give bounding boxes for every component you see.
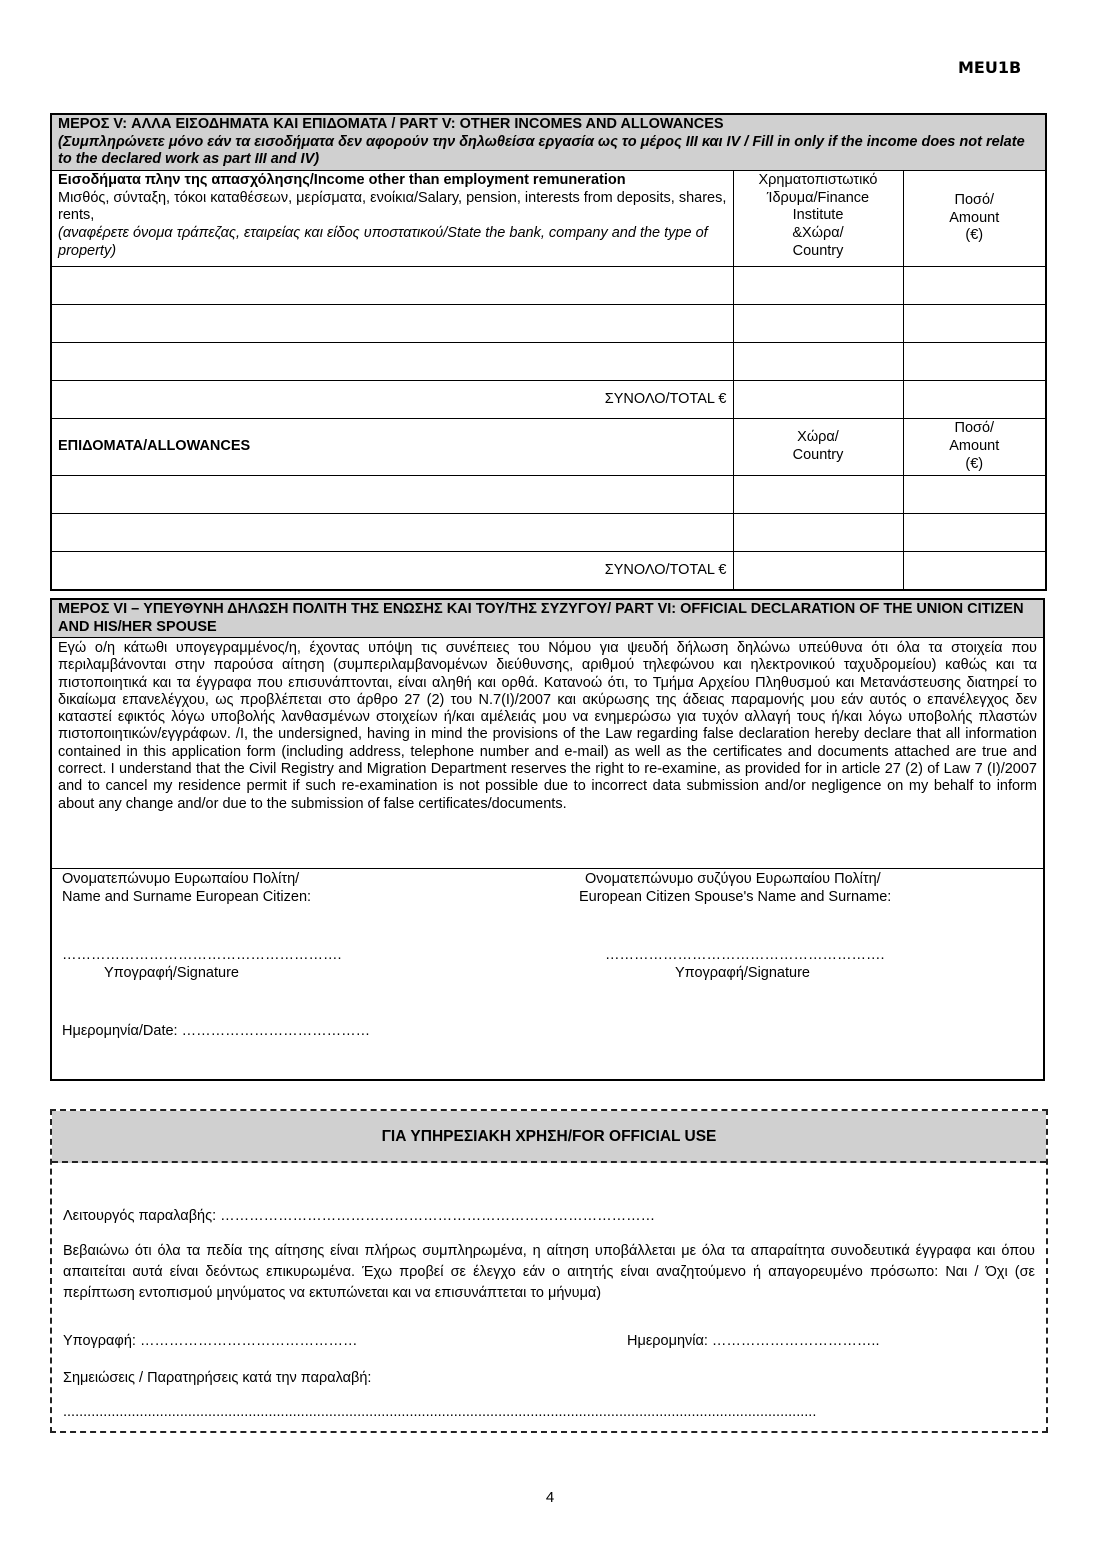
income-row [51, 343, 1046, 381]
official-signature-field[interactable]: Υπογραφή: ……………………………………… [63, 1333, 358, 1349]
official-use-box [50, 1109, 1048, 1433]
income-total-label: ΣΥΝΟΛΟ/TOTAL € [51, 381, 733, 419]
income-institute-field[interactable] [733, 343, 903, 381]
official-date-field[interactable]: Ημερομηνία: …………………………….. [627, 1333, 880, 1349]
spouse-signature-line[interactable]: …………………………………………………. [605, 947, 885, 963]
income-note: (αναφέρετε όνομα τράπεζας, εταιρείας και είδος υποστατικού/State the bank, company and the type of property) [58, 225, 708, 259]
official-statement: Βεβαιώνω ότι όλα τα πεδία της αίτησης είναι πλήρως συμπληρωμένα, η αίτηση υποβάλλεται με όλα τα απαραίτητα συνοδευτικά έγγραφα και όπου απαιτείται αυτά είναι δεόντως επικυρωμένα. Έχω προβεί σε έλεγχο εάν ο αιτητής είναι αναζητούμενο ή απαγορευμένο πρόσωπο: Ναι / Όχι (σε περίπτωση εντοπισμού μηνύματος να εκτυπώνεται και να επισυνάπτεται το μήνυμα) [63, 1243, 1035, 1301]
date-field[interactable]: Ημερομηνία/Date: ………………………………… [62, 1023, 371, 1039]
amount-column-header [903, 171, 1046, 267]
allowance-amount-column-header [903, 419, 1046, 476]
country-header-line: Χώρα/ [797, 429, 839, 446]
official-use-title: ΓΙΑ ΥΠΗΡΕΣΙΑΚΗ ΧΡΗΣΗ/FOR OFFICIAL USE [52, 1111, 1046, 1163]
allowance-amount-field[interactable] [903, 514, 1046, 552]
part5-title: ΜΕΡΟΣ V: ΑΛΛΑ ΕΙΣΟΔΗΜΑΤΑ ΚΑΙ ΕΠΙΔΟΜΑΤΑ / PART V: OTHER INCOMES AND ALLOWANCES [58, 116, 724, 132]
allowance-row [51, 514, 1046, 552]
allowance-source-field[interactable] [51, 476, 733, 514]
amount-header-line: (€) [965, 455, 984, 472]
country-header-line: Country [792, 447, 844, 463]
receiving-officer-field[interactable]: Λειτουργός παραλαβής: ……………………………………………………………………………… [63, 1208, 656, 1224]
part6-table [50, 598, 1045, 1081]
allowance-country-field[interactable] [733, 514, 903, 552]
institute-header-line: Institute [792, 207, 844, 224]
allowance-total-amount-field[interactable] [903, 552, 1046, 591]
income-amount-field[interactable] [903, 267, 1046, 305]
allowance-source-field[interactable] [51, 514, 733, 552]
citizen-signature-label: Υπογραφή/Signature [104, 965, 239, 981]
income-source-field[interactable] [51, 343, 733, 381]
income-heading: Εισοδήματα πλην της απασχόλησης/Income other than employment remuneration [58, 172, 626, 188]
income-amount-field[interactable] [903, 305, 1046, 343]
income-amount-field[interactable] [903, 343, 1046, 381]
allowance-amount-field[interactable] [903, 476, 1046, 514]
allowance-total-label: ΣΥΝΟΛΟ/TOTAL € [51, 552, 733, 591]
notes-label: Σημειώσεις / Παρατηρήσεις κατά την παραλαβή: [63, 1370, 372, 1386]
allowances-header-row [51, 419, 1046, 476]
page-number: 4 [545, 1489, 555, 1506]
institute-column-header [733, 171, 903, 267]
citizen-name-label-gr: Ονοματεπώνυμο Ευρωπαίου Πολίτη/ [62, 871, 300, 887]
amount-header-line: Amount [949, 209, 1000, 226]
income-row [51, 305, 1046, 343]
amount-header-line: Ποσό/ [954, 420, 995, 437]
institute-header-line: &Χώρα/ [792, 225, 844, 242]
allowance-total-country-field[interactable] [733, 552, 903, 591]
institute-header-line: Χρηματοπιστωτικό [758, 172, 878, 188]
part5-table [50, 113, 1047, 591]
income-total-amount-field[interactable] [903, 381, 1046, 419]
income-source-field[interactable] [51, 305, 733, 343]
part5-subtitle: (Συμπληρώνετε μόνο εάν τα εισοδήματα δεν αφορούν την δηλωθείσα εργασία ως το μέρος III και IV / Fill in only if the income does not relate to the declared work as part III and IV) [58, 133, 1025, 168]
allowance-total-row [51, 552, 1046, 591]
income-institute-field[interactable] [733, 305, 903, 343]
amount-header-line: (€) [965, 227, 984, 244]
income-heading-cell [51, 171, 733, 267]
form-code: MEU1B [958, 58, 1022, 77]
spouse-name-label-en: European Citizen Spouse's Name and Surname: [579, 889, 892, 905]
income-total-institute-field[interactable] [733, 381, 903, 419]
institute-header-line: Ίδρυμα/Finance [766, 189, 870, 206]
spouse-name-label-gr: Ονοματεπώνυμο συζύγου Ευρωπαίου Πολίτη/ [585, 871, 881, 887]
spouse-signature-label: Υπογραφή/Signature [675, 965, 810, 981]
notes-field[interactable]: ........................................................................................................................................................................................... [63, 1404, 817, 1420]
income-total-row [51, 381, 1046, 419]
allowances-heading: ΕΠΙΔΟΜΑΤΑ/ALLOWANCES [51, 419, 733, 476]
country-column-header [733, 419, 903, 476]
citizen-signature-line[interactable]: …………………………………………………. [62, 947, 342, 963]
institute-header-line: Country [792, 242, 844, 259]
amount-header-line: Amount [949, 438, 1000, 455]
part6-title: ΜΕΡΟΣ VI – ΥΠΕΥΘΥΝΗ ΔΗΛΩΣΗ ΠΟΛΙΤΗ ΤΗΣ ΕΝΩΣΗΣ ΚΑΙ ΤΟΥ/ΤΗΣ ΣΥΖΥΓΟΥ/ PART VI: OFFICIAL DECLARATION OF THE UNION CITIZEN AND HIS/HER SPOUSE [51, 599, 1044, 638]
signature-section [51, 869, 1044, 1081]
income-description: Μισθός, σύνταξη, τόκοι καταθέσεων, μερίσματα, ενοίκια/Salary, pension, interests from deposits, shares, rents, [58, 189, 727, 224]
allowance-row [51, 476, 1046, 514]
amount-header-line: Ποσό/ [954, 191, 995, 208]
allowance-country-field[interactable] [733, 476, 903, 514]
part5-header [51, 114, 1046, 171]
income-institute-field[interactable] [733, 267, 903, 305]
declaration-text: Εγώ ο/η κάτωθι υπογεγραμμένος/η, έχοντας υπόψη τις συνέπειες του Νόμου για ψευδή δήλωση δηλώνω υπεύθυνα ότι όλα τα στοιχεία που περιλαμβάνονται στην παρούσα αίτηση (συμπεριλαμβανομένων διεύθυνσης, αριθμού τηλεφώνου και ηλεκτρονικού ταχυδρομείου) καθώς και τα πιστοποιητικά και τα έγγραφα που επισυνάπτονται, είναι αληθή και ορθά. Κατανοώ ότι, το Τμήμα Αρχείου Πληθυσμού και Μετανάστευσης διατηρεί το δικαίωμα επανελέγχου, ως προβλέπεται στο άρθρο 27 (2) του Ν.7(Ι)/2007 και ακύρωσης της άδειας παραμονής μου εάν αυτός ο επανέλεγχος δεν καταστεί εφικτός λόγω υποβολής λανθασμένων στοιχείων ή/και αμέλειάς μου να ενημερώσω για τυχόν αλλαγή τους ή/και λόγω υποβολής πλαστών πιστοποιητικών/εγγράφων. /I, the undersigned, having in mind the provisions of the Law regarding false declaration hereby declare that all information contained in this application form (including address, telephone number and e-mail) as well as the certificates and documents attached are true and correct. I understand that the Civil Registry and Migration Department reserves the right to re-examine, as provided for in article 27 (2) of Law 7 (I)/2007 and to cancel my residence permit if such re-examination is not possible due to incorrect data submission and/or negligence on my behalf to inform about any change and/or due to the submission of false certificates/documents. [51, 638, 1044, 869]
citizen-name-label-en: Name and Surname European Citizen: [62, 889, 312, 905]
income-source-field[interactable] [51, 267, 733, 305]
income-row [51, 267, 1046, 305]
